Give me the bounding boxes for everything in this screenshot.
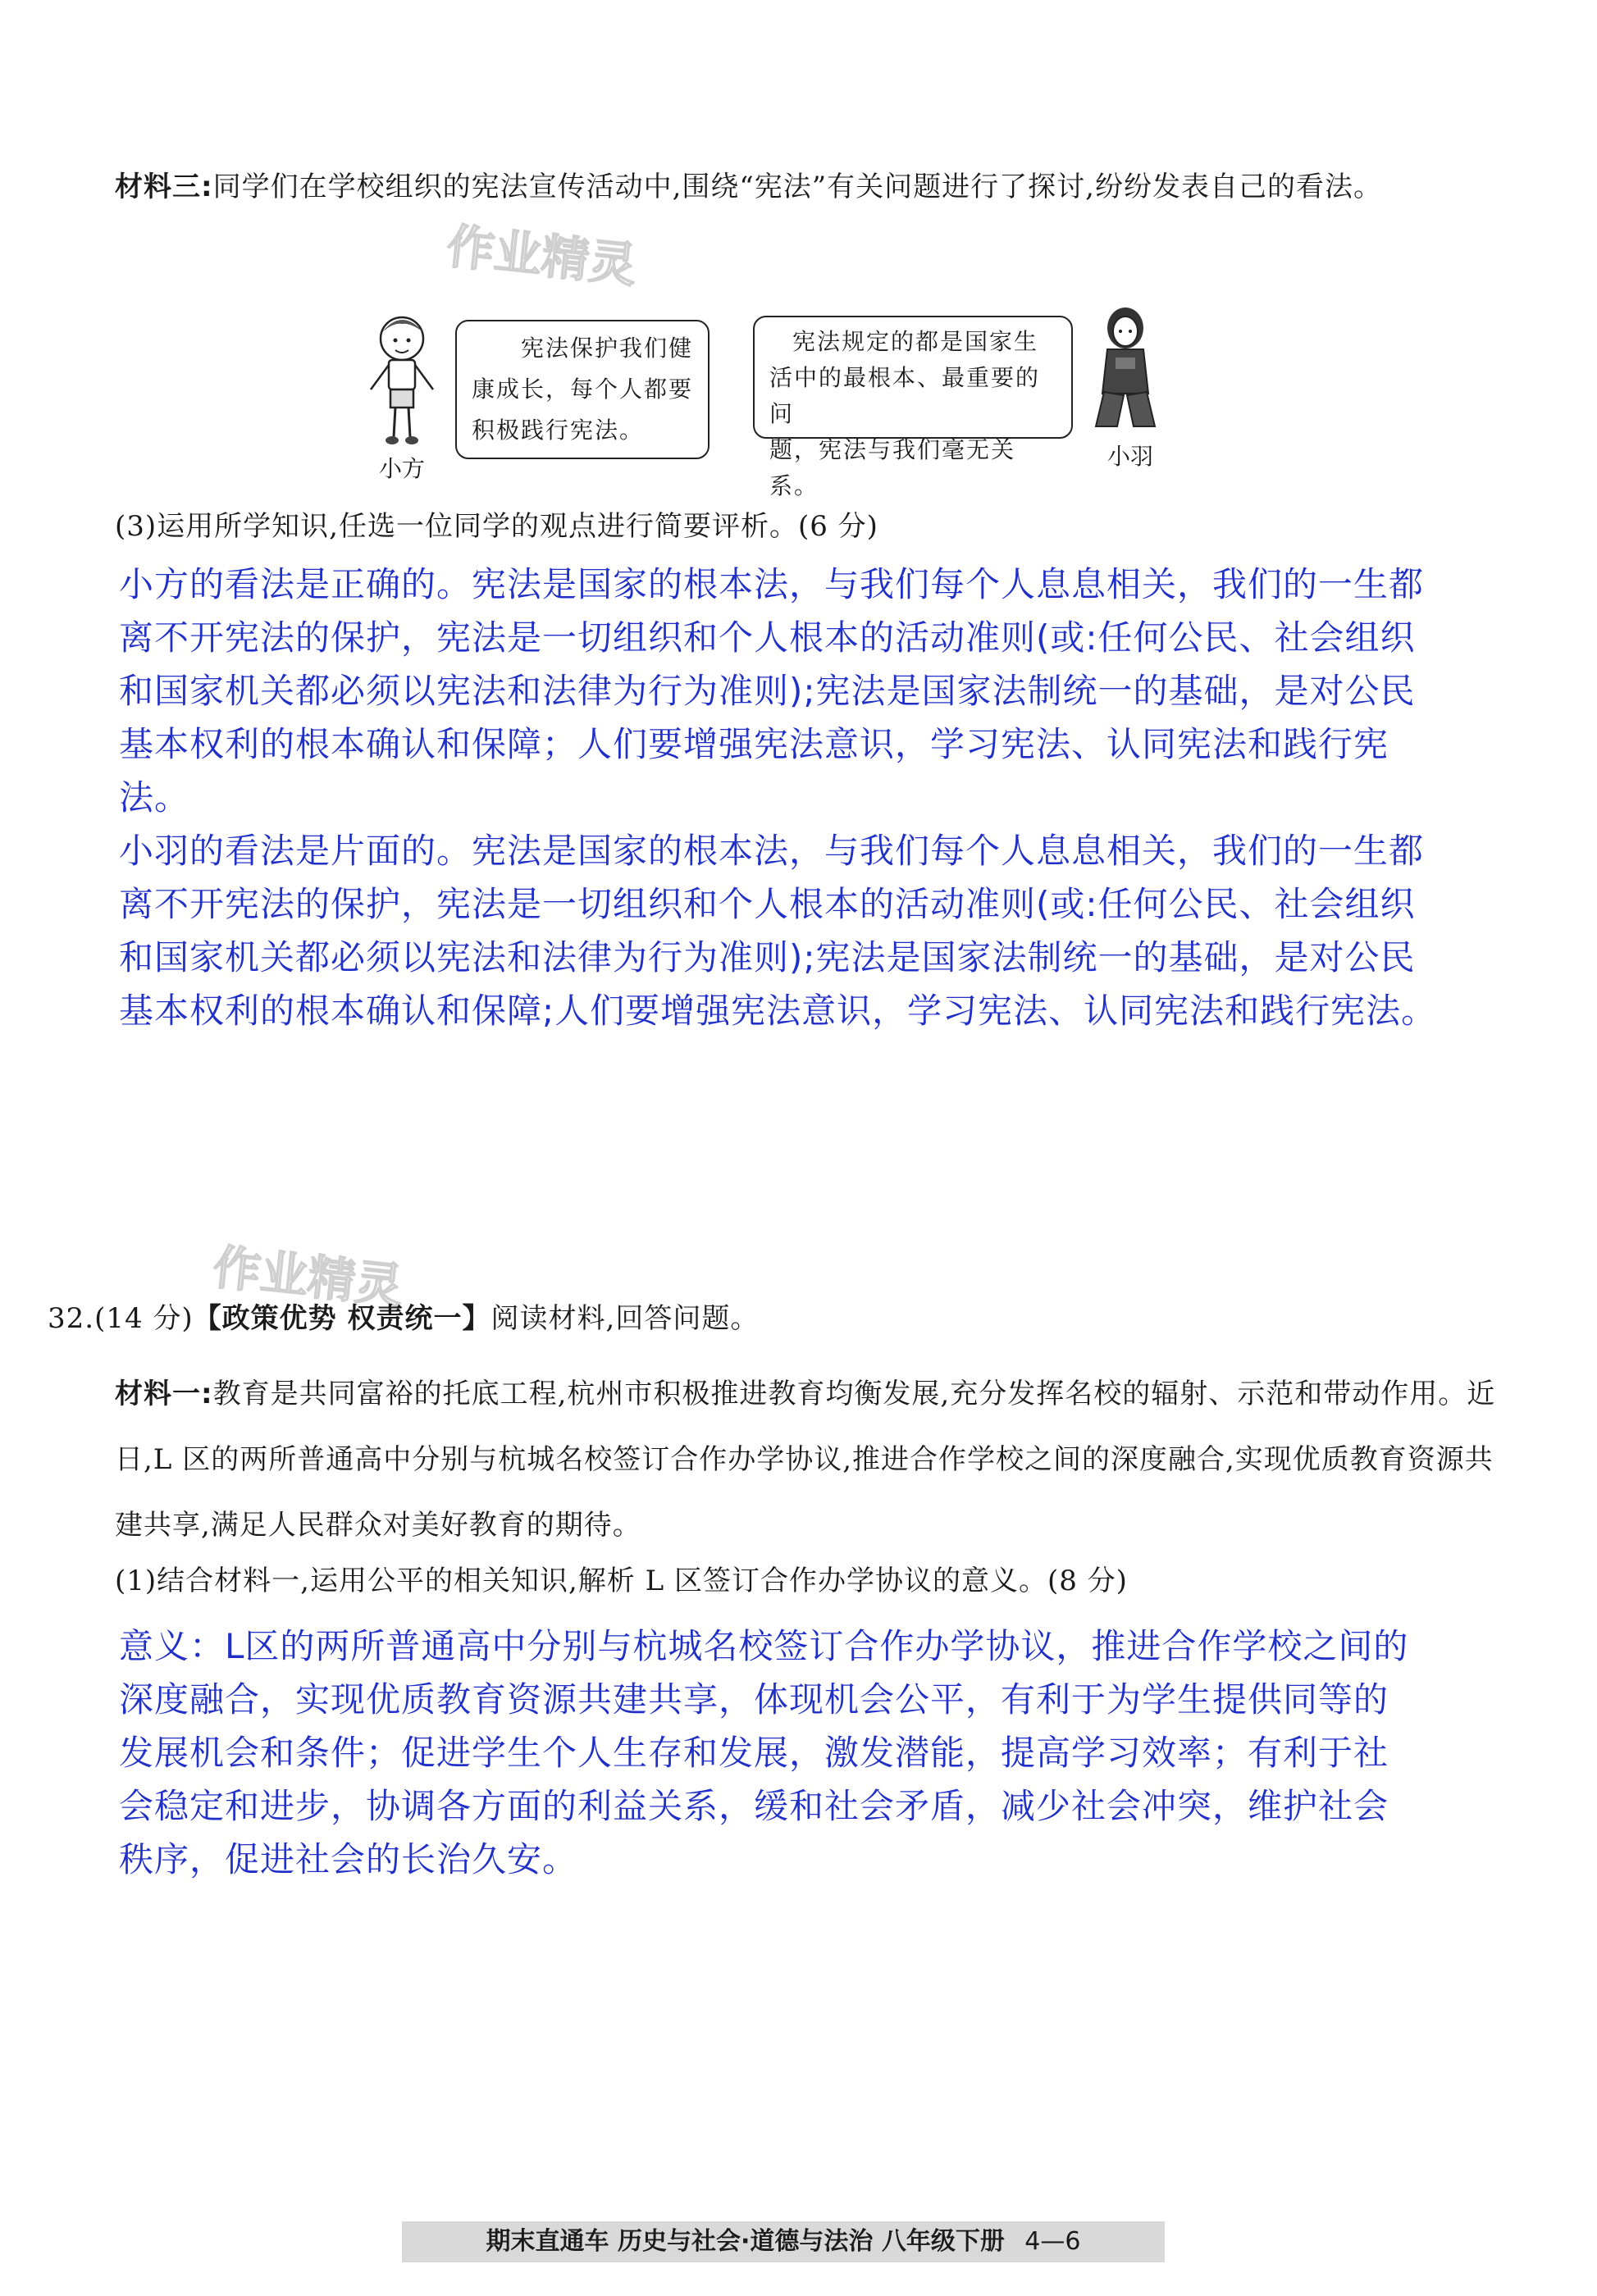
right-student-name: 小羽	[1107, 443, 1154, 470]
left-student-name: 小方	[379, 455, 426, 482]
bubble-line: 宪法保护我们健	[521, 335, 694, 362]
watermark: 作业精灵	[444, 218, 640, 294]
answer-line: 离不开宪法的保护，宪法是一切组织和个人根本的活动准则(或:任何公民、社会组织	[119, 617, 1416, 658]
bubble-line: 宪法规定的都是国家生	[792, 328, 1039, 355]
bubble-line: 康成长，每个人都要	[472, 376, 694, 403]
q3-answer	[119, 558, 1530, 1037]
footer-text: 期末直通车 历史与社会·道德与法治 八年级下册	[486, 2227, 1005, 2256]
answer-line: 深度融合，实现优质教育资源共建共享，体现机会公平，有利于为学生提供同等的	[119, 1679, 1389, 1720]
q32-number: 32.	[48, 1302, 95, 1335]
answer-line: 和国家机关都必须以宪法和法律为行为准则);宪法是国家法制统一的基础，是对公民	[119, 671, 1416, 711]
material1-paragraph	[115, 1361, 1501, 1558]
page-footer	[402, 2221, 1165, 2262]
q32-tag: 【政策优势 权责统一】	[193, 1302, 491, 1335]
q32-header	[48, 1296, 759, 1342]
material3-paragraph	[115, 164, 1493, 210]
answer-line: 小方的看法是正确的。宪法是国家的根本法，与我们每个人息息相关，我们的一生都	[119, 564, 1425, 604]
material1-label: 材料一:	[115, 1378, 213, 1410]
q3-prompt: (3)运用所学知识,任选一位同学的观点进行简要评析。(6 分)	[115, 510, 878, 543]
watermark: 作业精灵	[210, 1239, 406, 1314]
answer-line: 基本权利的根本确认和保障;人们要增强宪法意识，学习宪法、认同宪法和践行宪法。	[119, 991, 1437, 1031]
answer-line: 发展机会和条件；促进学生个人生存和发展，激发潜能，提高学习效率；有利于社	[119, 1733, 1389, 1773]
answer-line: 法。	[119, 777, 190, 818]
answer-line: 小羽的看法是片面的。宪法是国家的根本法，与我们每个人息息相关，我们的一生都	[119, 831, 1425, 871]
q32-score: (14 分)	[94, 1302, 194, 1335]
girl-illustration	[1084, 303, 1166, 435]
q32-sub1-prompt: (1)结合材料一,运用公平的相关知识,解析 L 区签订合作办学协议的意义。(8 分)	[115, 1565, 1128, 1597]
bubble-line: 题，宪法与我们毫无关系。	[769, 436, 1016, 499]
answer-line: 意义：L区的两所普通高中分别与杭城名校签订合作办学协议，推进合作学校之间的	[119, 1626, 1409, 1666]
answer-line: 会稳定和进步，协调各方面的利益关系，缓和社会矛盾，减少社会冲突，维护社会	[119, 1786, 1389, 1826]
answer-line: 和国家机关都必须以宪法和法律为行为准则);宪法是国家法制统一的基础，是对公民	[119, 937, 1416, 977]
answer-line: 基本权利的根本确认和保障；人们要增强宪法意识，学习宪法、认同宪法和践行宪	[119, 724, 1389, 764]
left-speech-bubble	[455, 320, 710, 459]
answer-line: 秩序，促进社会的长治久安。	[119, 1839, 578, 1879]
q32-sub1-answer	[119, 1620, 1530, 1886]
answer-line: 离不开宪法的保护，宪法是一切组织和个人根本的活动准则(或:任何公民、社会组织	[119, 884, 1416, 924]
q32-instruction: 阅读材料,回答问题。	[491, 1302, 760, 1335]
material1-text: 教育是共同富裕的托底工程,杭州市积极推进教育均衡发展,充分发挥名校的辐射、示范和带动作用。近日,L 区的两所普通高中分别与杭城名校签订合作办学协议,推进合作学校之间的深度融合,实现优质教育资源共建共享,满足人民群众对美好教育的期待。	[115, 1378, 1496, 1542]
boy-illustration	[361, 308, 443, 451]
bubble-line: 活中的最根本、最重要的问	[769, 364, 1041, 427]
material3-label: 材料三:	[115, 171, 213, 203]
footer-page-number: 4—6	[1024, 2227, 1081, 2256]
material3-text: 同学们在学校组织的宪法宣传活动中,围绕“宪法”有关问题进行了探讨,纷纷发表自己的看法。	[212, 171, 1382, 203]
bubble-line: 积极践行宪法。	[472, 417, 645, 444]
right-speech-bubble	[753, 316, 1073, 499]
